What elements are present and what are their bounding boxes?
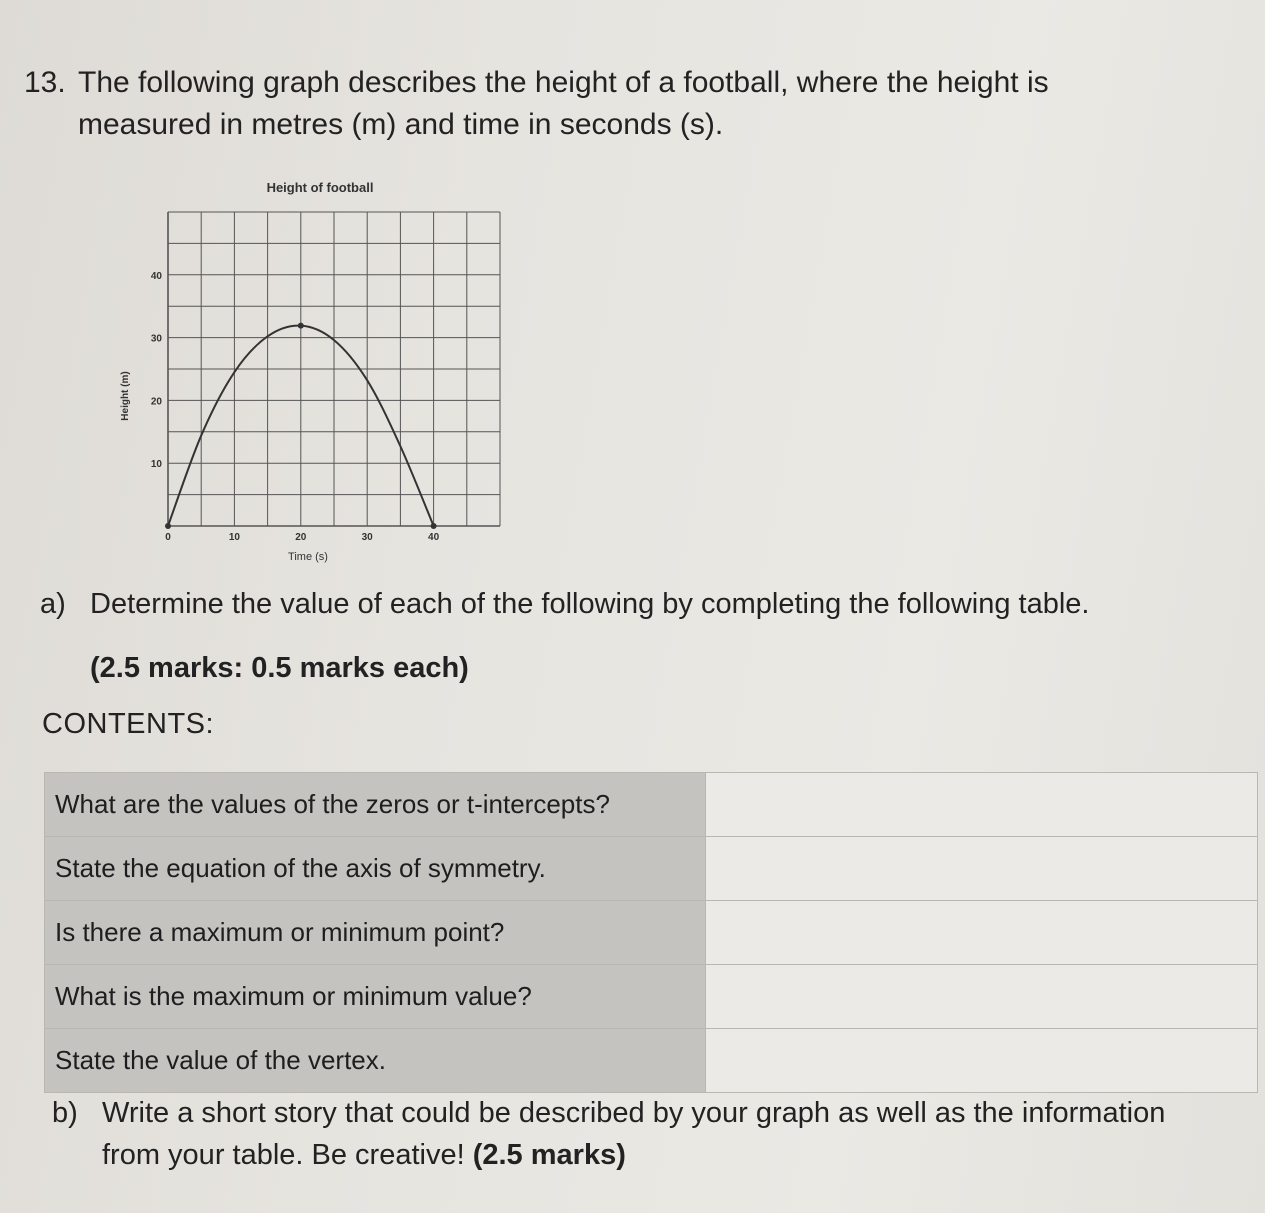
table-answer-cell[interactable] [706,1029,1258,1093]
part-a-label: a) [40,588,66,620]
table-row [45,901,1258,965]
x-axis-label: Time (s) [288,551,328,563]
y-axis-label: Height (m) [120,371,131,421]
table-question-cell: State the value of the vertex. [45,1029,706,1093]
question-text: The following graph describes the height of a football, where the height is measured in metres (m) and time in seconds (s). [78,66,1049,141]
question-number: 13. [24,66,66,99]
x-tick-label: 0 [165,532,171,543]
y-tick-label: 40 [150,270,162,282]
y-tick-label: 20 [150,396,162,408]
table-answer-cell[interactable] [706,965,1258,1029]
part-b-label: b) [52,1097,78,1129]
y-tick-label: 10 [150,459,162,471]
chart-grid [168,212,500,526]
part-b-text-wrap [102,1092,1202,1176]
table-answer-cell[interactable] [706,837,1258,901]
part-b-marks: (2.5 marks) [472,1139,626,1171]
part-b-text: Write a short story that could be described by your graph as well as the information from your table. Be creative! [102,1097,1166,1171]
table-row [45,837,1258,901]
table-question-cell: What are the values of the zeros or t-intercepts? [45,773,706,837]
table-row [45,965,1258,1029]
x-tick-label: 30 [361,532,373,543]
contents-label: CONTENTS: [42,708,215,740]
part-a-text: Determine the value of each of the following by completing the following table. [90,588,1090,620]
chart-title: Height of football [266,180,374,195]
y-tick-label: 30 [150,333,162,345]
table-question-cell: Is there a maximum or minimum point? [45,901,706,965]
data-point [165,523,171,529]
x-tick-label: 10 [228,532,240,543]
table-answer-cell[interactable] [706,773,1258,837]
data-point [431,523,437,529]
table-row [45,1029,1258,1093]
answer-table [44,772,1258,1093]
x-tick-label: 20 [295,532,307,543]
part-a-marks: (2.5 marks: 0.5 marks each) [90,652,469,684]
table-question-cell: State the equation of the axis of symmetry. [45,837,706,901]
table-row [45,773,1258,837]
data-point [298,323,304,329]
height-chart [100,168,520,578]
table-answer-cell[interactable] [706,901,1258,965]
table-question-cell: What is the maximum or minimum value? [45,965,706,1029]
chart-ticks [151,271,440,543]
x-tick-label: 40 [428,532,440,543]
